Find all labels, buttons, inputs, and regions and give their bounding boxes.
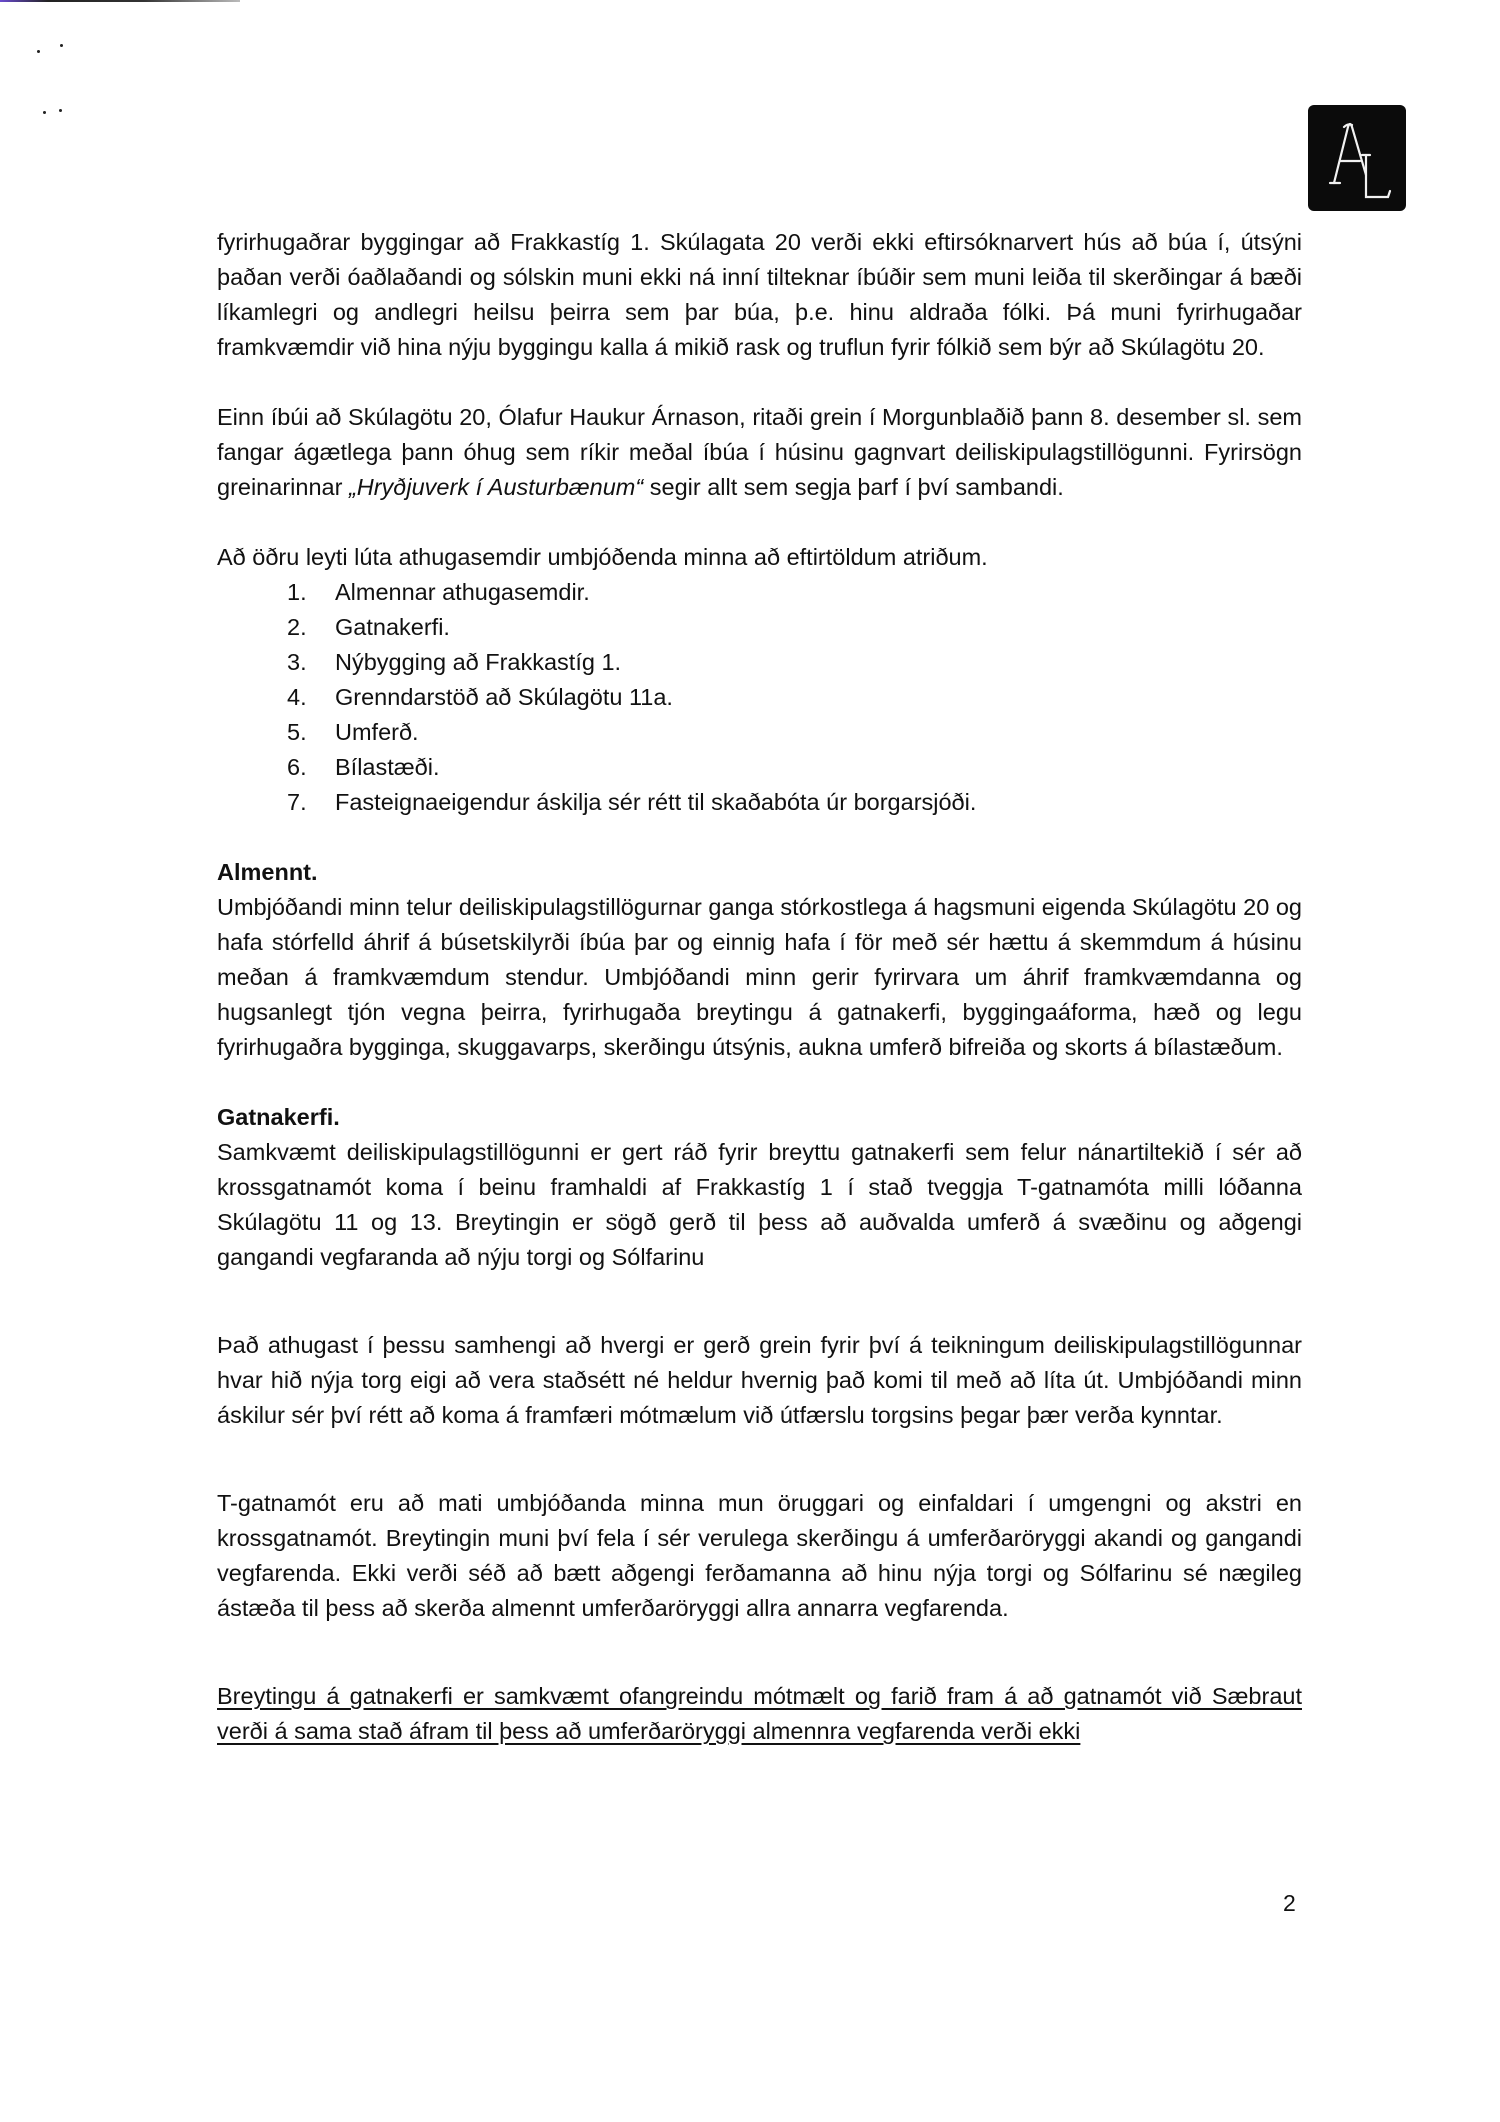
paragraph-article-reference	[217, 400, 1302, 505]
list-item	[287, 610, 1302, 645]
list-item	[287, 575, 1302, 610]
list-number: 6.	[287, 754, 307, 780]
scan-speck	[60, 44, 63, 47]
paragraph-text: segir allt sem segja þarf í því sambandi.	[643, 474, 1064, 500]
list-text: Nýbygging að Frakkastíg 1.	[335, 649, 622, 675]
list-item	[287, 750, 1302, 785]
scan-speck	[37, 50, 40, 53]
list-text: Fasteignaeigendur áskilja sér rétt til skaðabóta úr borgarsjóði.	[335, 789, 977, 815]
al-monogram-icon	[1308, 105, 1406, 211]
list-number: 3.	[287, 649, 307, 675]
list-text: Umferð.	[335, 719, 419, 745]
paragraph-text: Einn íbúi að Skúlagötu 20, Ólafur Haukur Árnason, ritaði grein í Morgunblaðið þann 8. desember sl. sem fangar ágætlega þann óhug sem ríkir meðal íbúa í húsinu gagnvart deiliskipulagstillögunni. Fyrirsögn greinarinnar	[217, 404, 1302, 500]
list-number: 1.	[287, 579, 307, 605]
list-number: 4.	[287, 684, 307, 710]
scan-speck	[59, 109, 62, 112]
section-body-gatnakerfi-3: T-gatnamót eru að mati umbjóðanda minna mun öruggari og einfaldari í umgengni og akstri en krossgatnamót. Breytingin muni því fela í sér verulega skerðingu á umferðaröryggi akandi og gangandi vegfarenda. Ekki verði séð að bætt aðgengi ferðamanna að hinu nýja torgi og Sólfarinu sé nægileg ástæða til þess að skerða almennt umferðaröryggi allra annarra vegfarenda.	[217, 1490, 1302, 1621]
list-item	[287, 715, 1302, 750]
list-number: 2.	[287, 614, 307, 640]
section-heading-almennt: Almennt.	[217, 859, 318, 885]
list-item	[287, 680, 1302, 715]
scan-speck	[43, 111, 46, 114]
page-number: 2	[1283, 1890, 1296, 1916]
list-text: Almennar athugasemdir.	[335, 579, 590, 605]
list-text: Grenndarstöð að Skúlagötu 11a.	[335, 684, 673, 710]
section-body-almennt: Umbjóðandi minn telur deiliskipulagstillögurnar ganga stórkostlega á hagsmuni eigenda Skúlagötu 20 og hafa stórfelld áhrif á búsetskilyrði íbúa þar og einnig hafa í för með sér hættu á skemmdum á húsinu meðan á framkvæmdum stendur. Umbjóðandi minn gerir fyrirvara um áhrif framkvæmdanna og hugsanlegt tjón vegna þeirra, fyrirhugaða breytingu á gatnakerfi, byggingaáforma, hæð og legu fyrirhugaðra bygginga, skuggavarps, skerðingu útsýnis, aukna umferð bifreiða og skorts á bílastæðum.	[217, 894, 1302, 1060]
article-title: „Hryðjuverk í Austurbænum“	[348, 474, 644, 500]
document-page	[217, 225, 1302, 1749]
list-text: Bílastæði.	[335, 754, 440, 780]
section-body-gatnakerfi-conclusion: Breytingu á gatnakerfi er samkvæmt ofangreindu mótmælt og farið fram á að gatnamót við Sæbraut verði á sama stað áfram til þess að umferðaröryggi almennra vegfarenda verði ekki	[217, 1683, 1302, 1744]
section-body-gatnakerfi-1: Samkvæmt deiliskipulagstillögunni er gert ráð fyrir breyttu gatnakerfi sem felur nánartiltekið í sér að krossgatnamót koma í beinu framhaldi af Frakkastíg 1 í stað tveggja T-gatnamóta milli lóðanna Skúlagötu 11 og 13. Breytingin er sögð gerð til þess að auðvalda umferð á svæðinu og aðgengi gangandi vegfaranda að nýju torgi og Sólfarinu	[217, 1139, 1302, 1270]
list-intro: Að öðru leyti lúta athugasemdir umbjóðenda minna að eftirtöldum atriðum.	[217, 544, 988, 570]
objection-list	[217, 575, 1302, 820]
paragraph-intro: fyrirhugaðrar byggingar að Frakkastíg 1. Skúlagata 20 verði ekki eftirsóknarvert hús að búa í, útsýni þaðan verði óaðlaðandi og sólskin muni ekki ná inní tilteknar íbúðir sem muni leiða til skerðingar á bæði líkamlegri og andlegri heilsu þeirra sem þar búa, þ.e. hinu aldraða fólki. Þá muni fyrirhugaðar framkvæmdir við hina nýju byggingu kalla á mikið rask og truflun fyrir fólkið sem býr að Skúlagötu 20.	[217, 229, 1302, 360]
scan-edge-artifact	[0, 0, 240, 2]
list-number: 7.	[287, 789, 307, 815]
list-number: 5.	[287, 719, 307, 745]
section-heading-gatnakerfi: Gatnakerfi.	[217, 1104, 340, 1130]
section-body-gatnakerfi-2: Það athugast í þessu samhengi að hvergi er gerð grein fyrir því á teikningum deiliskipulagstillögunnar hvar hið nýja torg eigi að vera staðsétt né heldur hvernig það komi til með að líta út. Umbjóðandi minn áskilur sér því rétt að koma á framfæri mótmælum við útfærslu torgsins þegar þær verða kynntar.	[217, 1332, 1302, 1428]
list-text: Gatnakerfi.	[335, 614, 450, 640]
list-item	[287, 785, 1302, 820]
list-item	[287, 645, 1302, 680]
al-monogram-logo	[1308, 105, 1406, 211]
